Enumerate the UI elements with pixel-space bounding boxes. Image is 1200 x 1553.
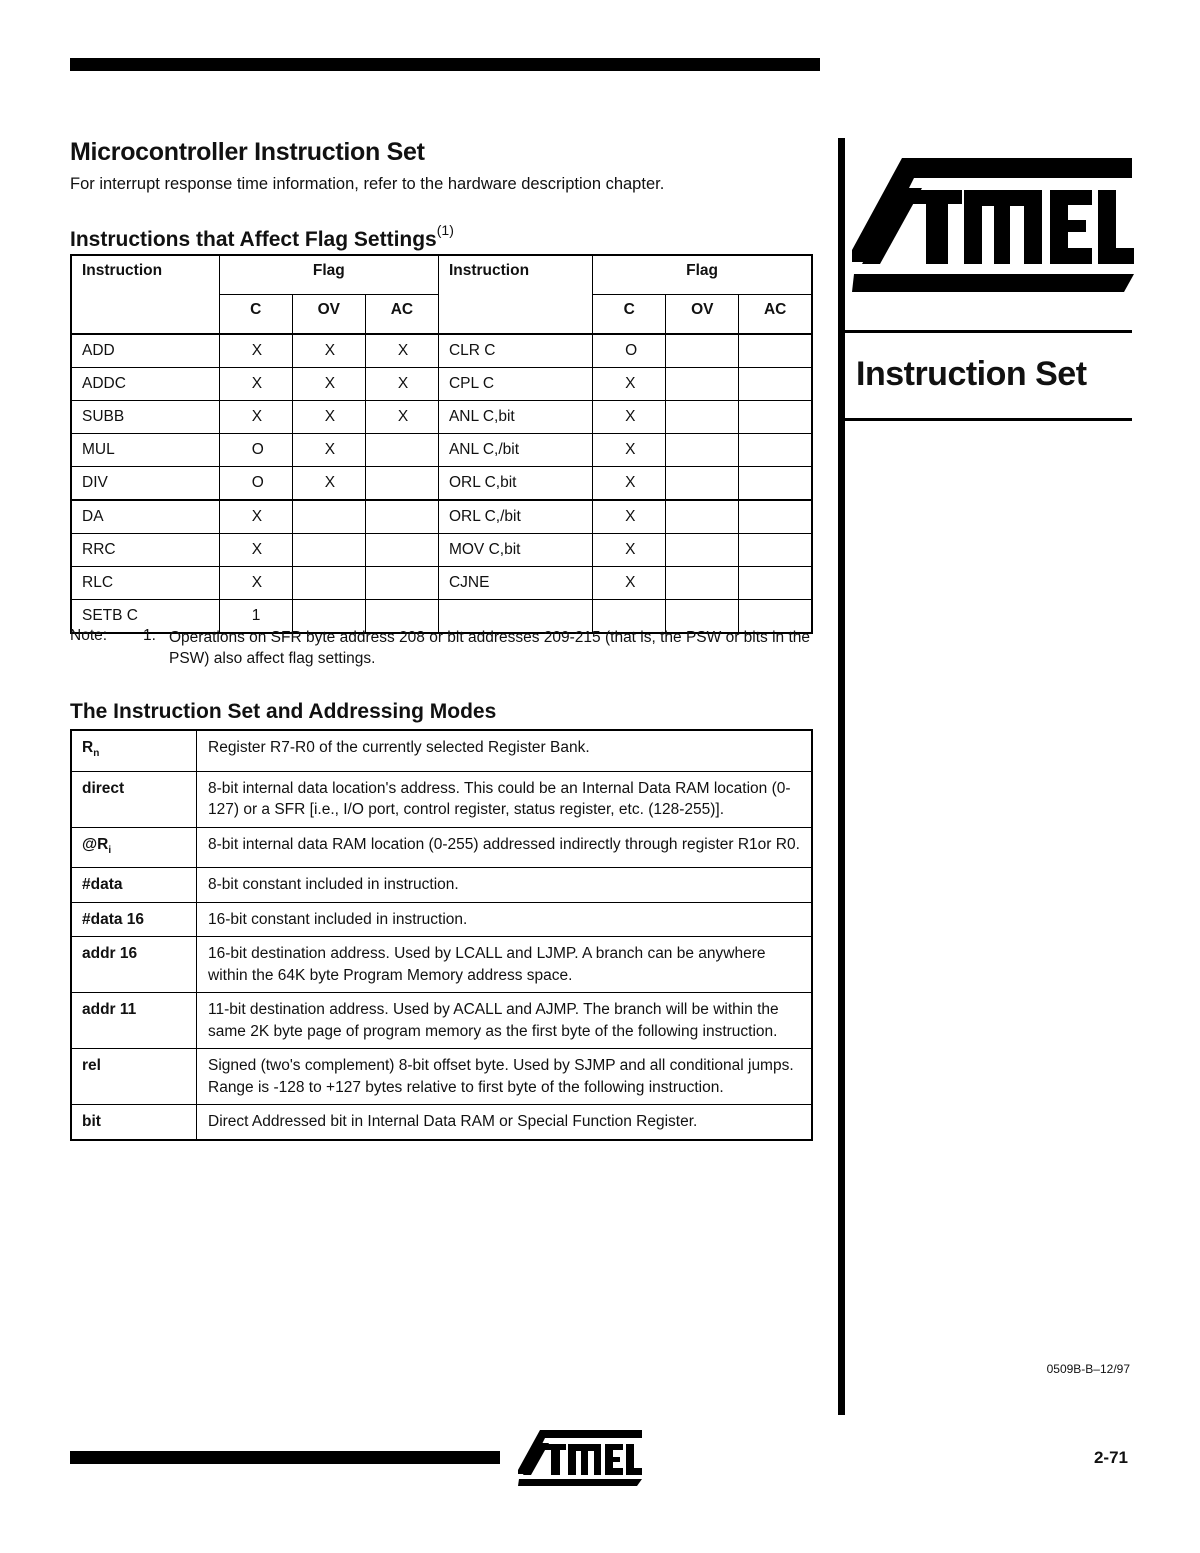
- cell-flag-ov: X: [292, 467, 365, 501]
- cell-instruction: CLR C: [438, 334, 592, 368]
- header-instruction: Instruction: [71, 255, 219, 334]
- table-row: [71, 334, 812, 368]
- cell-flag-ac: X: [365, 368, 438, 401]
- cell-instruction: ANL C,bit: [438, 401, 592, 434]
- cell-flag-ac: [365, 467, 438, 501]
- header-ac: AC: [365, 295, 438, 335]
- table-row: [71, 771, 812, 827]
- cell-flag-ac: [739, 401, 812, 434]
- cell-instruction: MUL: [71, 434, 219, 467]
- cell-flag-ov: X: [292, 434, 365, 467]
- mode-term-text: direct: [82, 779, 125, 797]
- mode-description: 8-bit internal data location's address. This could be an Internal Data RAM location (0-127) or a SFR [i.e., I/O port, control register, status register, etc. (128-255)].: [197, 771, 813, 827]
- cell-instruction: ANL C,/bit: [438, 434, 592, 467]
- cell-instruction: MOV C,bit: [438, 534, 592, 567]
- table-row: [71, 1105, 812, 1140]
- header-c: C: [593, 295, 666, 335]
- cell-flag-ac: X: [365, 334, 438, 368]
- cell-instruction: SUBB: [71, 401, 219, 434]
- cell-flag-ov: [666, 368, 739, 401]
- cell-flag-ac: [739, 534, 812, 567]
- cell-flag-c: X: [593, 500, 666, 534]
- flag-section-title: Instructions that Affect Flag Settings$^{(1)}$: [70, 222, 454, 251]
- mode-term: [71, 1049, 197, 1105]
- cell-flag-c: X: [219, 567, 292, 600]
- cell-flag-ov: [666, 534, 739, 567]
- cell-flag-ac: X: [365, 401, 438, 434]
- cell-flag-ac: [365, 567, 438, 600]
- mode-term-text: addr 16: [82, 945, 138, 963]
- cell-flag-c: X: [593, 534, 666, 567]
- mode-term-text: addr 11: [82, 1001, 137, 1019]
- mode-term: [71, 993, 197, 1049]
- mode-term-text: bit: [82, 1113, 101, 1131]
- cell-flag-ov: X: [292, 401, 365, 434]
- sidebar-divider: [838, 138, 845, 1415]
- cell-flag-c: X: [219, 401, 292, 434]
- cell-flag-ov: [666, 567, 739, 600]
- cell-instruction: DA: [71, 500, 219, 534]
- table-row: [71, 467, 812, 501]
- cell-flag-c: O: [593, 334, 666, 368]
- mode-description: Register R7-R0 of the currently selected Register Bank.: [197, 730, 813, 771]
- page-title: Microcontroller Instruction Set: [70, 138, 425, 166]
- mode-term: [71, 827, 197, 868]
- mode-term: [71, 902, 197, 937]
- footnote-ref: (1): [436, 222, 454, 238]
- mode-term-text: #data 16: [82, 910, 145, 928]
- cell-flag-ov: X: [292, 334, 365, 368]
- cell-flag-ov: [666, 401, 739, 434]
- mode-description: 16-bit destination address. Used by LCALL and LJMP. A branch can be anywhere within the 64K byte Program Memory address space.: [197, 937, 813, 993]
- cell-flag-ac: [365, 534, 438, 567]
- cell-flag-ac: [739, 334, 812, 368]
- cell-instruction: CPL C: [438, 368, 592, 401]
- table-row: [71, 434, 812, 467]
- table-row: [71, 730, 812, 771]
- header-ov: OV: [292, 295, 365, 335]
- cell-flag-ac: [739, 434, 812, 467]
- cell-flag-ov: [292, 500, 365, 534]
- mode-term: [71, 730, 197, 771]
- table-row: [71, 500, 812, 534]
- intro-text: For interrupt response time information, refer to the hardware description chapter.: [70, 175, 665, 193]
- cell-flag-c: O: [219, 467, 292, 501]
- cell-flag-c: X: [593, 434, 666, 467]
- cell-flag-c: X: [219, 334, 292, 368]
- sidebar-rule-top: [845, 330, 1132, 333]
- table-row: [71, 868, 812, 903]
- document-code: 0509B-B–12/97: [1046, 1362, 1130, 1376]
- cell-instruction: DIV: [71, 467, 219, 501]
- cell-flag-c: 1: [219, 600, 292, 634]
- mode-term: [71, 937, 197, 993]
- header-rule: [70, 58, 820, 71]
- page-number: 2-71: [1093, 1448, 1128, 1467]
- cell-flag-c: X: [219, 368, 292, 401]
- cell-flag-ov: [666, 334, 739, 368]
- cell-flag-ov: [292, 567, 365, 600]
- cell-flag-c: X: [593, 401, 666, 434]
- cell-flag-ov: [292, 534, 365, 567]
- cell-instruction: ORL C,/bit: [438, 500, 592, 534]
- header-flag: Flag: [219, 255, 438, 295]
- mode-term-text: rel: [82, 1057, 101, 1075]
- table-row: [71, 902, 812, 937]
- header-instruction: Instruction: [438, 255, 592, 334]
- cell-instruction: ADD: [71, 334, 219, 368]
- cell-flag-c: X: [219, 534, 292, 567]
- cell-instruction: ORL C,bit: [438, 467, 592, 501]
- modes-section-title: The Instruction Set and Addressing Modes: [70, 700, 497, 723]
- sidebar-rule-bottom: [845, 418, 1132, 421]
- mode-term: [71, 1105, 197, 1140]
- cell-flag-c: X: [219, 500, 292, 534]
- cell-flag-ac: [739, 467, 812, 501]
- cell-flag-ov: X: [292, 368, 365, 401]
- note-text: Operations on SFR byte address 208 or bit addresses 209-215 (that is, the PSW or bits in the PSW) also affect flag settings.: [169, 629, 811, 667]
- mode-term-text: R: [82, 739, 94, 756]
- note-number: 1.: [143, 627, 156, 644]
- mode-description: 11-bit destination address. Used by ACALL and AJMP. The branch will be within the same 2K byte page of program memory as the first byte of the following instruction.: [197, 993, 813, 1049]
- cell-instruction: CJNE: [438, 567, 592, 600]
- sidebar-section-title: Instruction Set: [856, 355, 1087, 393]
- footer-rule: [70, 1451, 500, 1464]
- table-row: [71, 567, 812, 600]
- cell-flag-c: X: [593, 467, 666, 501]
- cell-flag-ac: [365, 434, 438, 467]
- cell-flag-ov: [666, 434, 739, 467]
- mode-description: 16-bit constant included in instruction.: [197, 902, 813, 937]
- note-label: Note:: [70, 627, 108, 644]
- cell-flag-c: X: [593, 368, 666, 401]
- table-row: [71, 937, 812, 993]
- atmel-logo-small: [518, 1430, 642, 1486]
- cell-flag-c: X: [593, 567, 666, 600]
- cell-flag-ov: [666, 500, 739, 534]
- flag-settings-table: [70, 254, 813, 634]
- cell-flag-ov: [666, 467, 739, 501]
- table-row: [71, 534, 812, 567]
- table-row: [71, 368, 812, 401]
- mode-description: Direct Addressed bit in Internal Data RAM or Special Function Register.: [197, 1105, 813, 1140]
- mode-description: 8-bit internal data RAM location (0-255) addressed indirectly through register R1or R0.: [197, 827, 813, 868]
- cell-flag-ac: [739, 567, 812, 600]
- header-ov: OV: [666, 295, 739, 335]
- header-c: C: [219, 295, 292, 335]
- atmel-logo: [852, 158, 1134, 292]
- table-row: [71, 401, 812, 434]
- mode-description: 8-bit constant included in instruction.: [197, 868, 813, 903]
- cell-instruction: RRC: [71, 534, 219, 567]
- addressing-modes-table: [70, 729, 813, 1141]
- cell-instruction: ADDC: [71, 368, 219, 401]
- cell-instruction: SETB C: [71, 600, 219, 634]
- mode-term-text: @R: [82, 835, 109, 853]
- header-ac: AC: [739, 295, 812, 335]
- table-row: [71, 1049, 812, 1105]
- mode-term: [71, 868, 197, 903]
- cell-flag-ac: [739, 368, 812, 401]
- cell-flag-ac: [739, 500, 812, 534]
- mode-term-subscript: i: [108, 844, 112, 856]
- table-row: [71, 993, 812, 1049]
- header-flag: Flag: [593, 255, 812, 295]
- mode-description: Signed (two's complement) 8-bit offset byte. Used by SJMP and all conditional jumps. Range is -128 to +127 bytes relative to first byte of the following instruction.: [197, 1049, 813, 1105]
- mode-term-subscript: n: [93, 748, 100, 760]
- cell-flag-ac: [365, 500, 438, 534]
- mode-term: [71, 771, 197, 827]
- cell-flag-c: O: [219, 434, 292, 467]
- mode-term-text: #data: [82, 876, 123, 894]
- cell-instruction: RLC: [71, 567, 219, 600]
- table-row: [71, 827, 812, 868]
